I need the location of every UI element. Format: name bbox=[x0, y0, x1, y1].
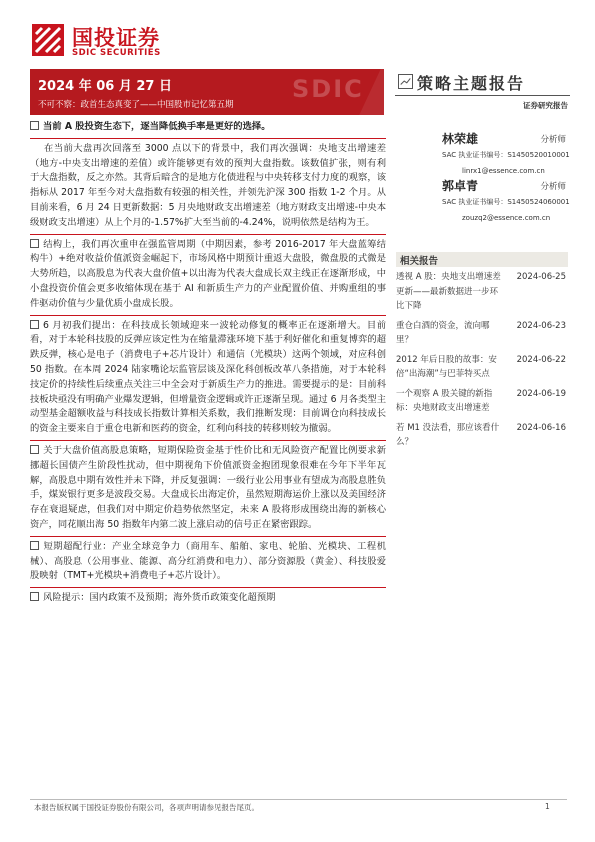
related-reports-title: 相关报告 bbox=[400, 256, 439, 267]
body-paragraph bbox=[30, 540, 386, 584]
analyst-email[interactable]: zouzq2@essence.com.cn bbox=[462, 214, 551, 222]
body-section bbox=[30, 142, 386, 235]
banner-watermark: SDIC bbox=[292, 75, 364, 103]
checkbox-bullet-icon bbox=[30, 121, 39, 130]
related-report-date: 2024-06-23 bbox=[516, 320, 566, 331]
paragraph-text: 当前 A 股投资生态下，逐当降低换手率是更好的选择。 bbox=[43, 121, 271, 132]
footer-disclaimer: 本报告版权属于国投证券股份有限公司，各项声明请参见报告尾页。 bbox=[34, 803, 259, 812]
related-report-title[interactable]: 若 M1 没法看，那应该看什么？ bbox=[396, 422, 500, 447]
related-report-item[interactable] bbox=[396, 270, 568, 314]
related-report-title[interactable]: 一个观察 A 股关键的新指标：央地财政支出增速差 bbox=[396, 388, 493, 413]
analyst-role: 分析师 bbox=[540, 182, 566, 192]
company-logo bbox=[30, 20, 210, 60]
analyst-name: 郭卓青 bbox=[442, 179, 479, 193]
body-section bbox=[30, 540, 386, 588]
related-report-date: 2024-06-16 bbox=[516, 422, 566, 433]
related-report-date: 2024-06-25 bbox=[516, 272, 566, 282]
related-report-title[interactable]: 透视 A 股：央地支出增速差更新——最新数据进一步环比下降 bbox=[396, 272, 501, 311]
page-number: 1 bbox=[545, 802, 550, 811]
body-paragraph bbox=[30, 444, 386, 533]
risk-paragraph bbox=[30, 591, 386, 606]
sdic-logo-icon bbox=[30, 22, 66, 58]
header-divider bbox=[395, 95, 570, 96]
analyst-card bbox=[396, 130, 568, 180]
checkbox-bullet-icon bbox=[30, 541, 39, 550]
related-report-date: 2024-06-19 bbox=[516, 388, 566, 399]
paragraph-text: 6 月初我们提出：在科技成长领域迎来一波轮动修复的概率正在逐渐增大。目前看，对于本轮科技股的反弹应该定性为在缩量滞涨环境下基于利好催化和重复博弈的超跌反弹，核心是电子（消费电子+芯片设计）和通信（光模块）这两个领域，对应科创 50 指数。在本周 2024 陆家嘴论坛监管层谈及深化科创板改革八条措施，对于本轮科技定价的持续性后续重点关注三中全会对于新质生产力的推进。需要提示的是：目前科技板块亟没有明确产业爆发逻辑，但增量资金逻辑或许正逐渐呈现。通过 6 月各类型主动型基金超额收益与科技成长指数计算相关系数，我们推断发现：目前调仓向科技成长的资金主要来自于重仓电新和医药的资金，红利向科技的转移则较为撤弱。 bbox=[30, 319, 386, 435]
related-reports-list bbox=[396, 270, 568, 450]
related-report-item[interactable] bbox=[396, 387, 568, 416]
analyst-name: 林荣雄 bbox=[442, 132, 479, 146]
related-report-title[interactable]: 2012 年后日股的故事：安倍“出海潮”与巴菲特买点 bbox=[396, 354, 497, 379]
report-date: 2024 年 06 月 27 日 bbox=[38, 79, 172, 94]
paragraph-text: 在当前大盘再次回落至 3000 点以下的背景中，我们再次强调：央地支出增速差（地方-中央支出增速的差值）或许能够更有效的预判大盘指数。该数值扩张，则有利于大盘指数，反之亦然。其背后暗含的是地方化债进程与中央转移支付力度的观察，该指标从 2017 年至今对大盘指数有较强的相关性，并领先沪深 300 指数 1-2 个月。从目前来看，6 月 24 日更新数据：5 月央地财政支出增速差（地方财政支出增速-中央本级财政支出增速）从上个月的-1.57%扩大至当前的-4.24%，说明依然是结构为王。 bbox=[30, 142, 386, 228]
body-section bbox=[30, 238, 386, 316]
body-section bbox=[30, 591, 386, 609]
analyst-sac: SAC 执业证书编号：S1450524060001 bbox=[442, 198, 570, 206]
brand-name-en: SDIC SECURITIES bbox=[72, 48, 161, 58]
checkbox-bullet-icon bbox=[30, 320, 39, 329]
report-body bbox=[30, 120, 386, 612]
paragraph-text: 风险提示：国内政策不及预期；海外货币政策变化超预期 bbox=[43, 592, 276, 604]
analyst-sac: SAC 执业证书编号：S1450520010001 bbox=[442, 151, 570, 159]
body-paragraph bbox=[30, 238, 386, 312]
footer-divider bbox=[30, 799, 567, 800]
analyst-card bbox=[396, 177, 568, 227]
paragraph-text: 关于大盘价值高股息策略，短期保险资金基于性价比和无风险资产配置比例要求新挪超长国债产生阶段性扰动，但中期视角下价值派资金抱团现象很难在今年下半年瓦解，高股息中期有效性并未下降，并反复强调：一级行业公用事业有望成为高股息胜负手，煤炭银行更多是波段交易。大盘成长出海定价，虽然短期海运价上涨以及美国经济存在衰退疑虑，但我们对中期定价趋势依然坚定，未来 A 股将形成围绕出海的新核心资产，同花顺出海 50 指数年内第二波上涨启动的信号正在紧密跟踪。 bbox=[30, 444, 386, 530]
report-type-label: 策略主题报告 bbox=[417, 74, 526, 93]
report-type bbox=[396, 71, 568, 93]
related-report-item[interactable] bbox=[396, 319, 568, 348]
chart-icon bbox=[398, 74, 413, 89]
body-section bbox=[30, 120, 386, 139]
analyst-role: 分析师 bbox=[540, 135, 566, 145]
body-section bbox=[30, 444, 386, 537]
related-reports-header bbox=[396, 252, 568, 267]
header-banner bbox=[30, 69, 384, 115]
body-section bbox=[30, 319, 386, 441]
body-paragraph bbox=[30, 319, 386, 437]
related-report-item[interactable] bbox=[396, 353, 568, 382]
checkbox-bullet-icon bbox=[30, 592, 39, 601]
brand-name-cn: 国投证券 bbox=[72, 26, 160, 50]
paragraph-text: 短期超配行业：产业全球竞争力（商用车、船舶、家电、轮胎、光模块、工程机械）、高股息（公用事业、能源、高分红消费和电力）、部分资源股（黄金）、科技股爱股映射（TMT+光模块+消费电子+芯片设计）。 bbox=[30, 540, 386, 582]
checkbox-bullet-icon bbox=[30, 445, 39, 454]
analyst-email[interactable]: linrx1@essence.com.cn bbox=[462, 167, 545, 175]
key-point-paragraph bbox=[30, 120, 386, 135]
related-report-title[interactable]: 重仓白酒的资金，流向哪里？ bbox=[396, 320, 490, 345]
report-subtitle: 不可不察：政首生态真变了——中国股市记忆第五期 bbox=[38, 100, 234, 110]
report-category: 证券研究报告 bbox=[523, 101, 568, 110]
body-paragraph bbox=[30, 142, 386, 231]
related-report-item[interactable] bbox=[396, 421, 568, 450]
paragraph-text: 结构上，我们再次重申在强监管周期（中期因素，参考 2016-2017 年大盘蓝筹结构牛）+绝对收益价值派资金崛起下，市场风格中期预计重返大盘股，微盘股的式微是大势所趋，以高股息为代表大盘价值+以出海为代表大盘成长双主线正在逐渐形成，中小盘投资价值会更多收缩体现在基于 AI 和新质生产力的产业配置价值、并购重组的事件驱动价值与少量优质小盘成长股。 bbox=[30, 238, 386, 309]
checkbox-bullet-icon bbox=[30, 239, 39, 248]
related-report-date: 2024-06-22 bbox=[516, 354, 566, 365]
